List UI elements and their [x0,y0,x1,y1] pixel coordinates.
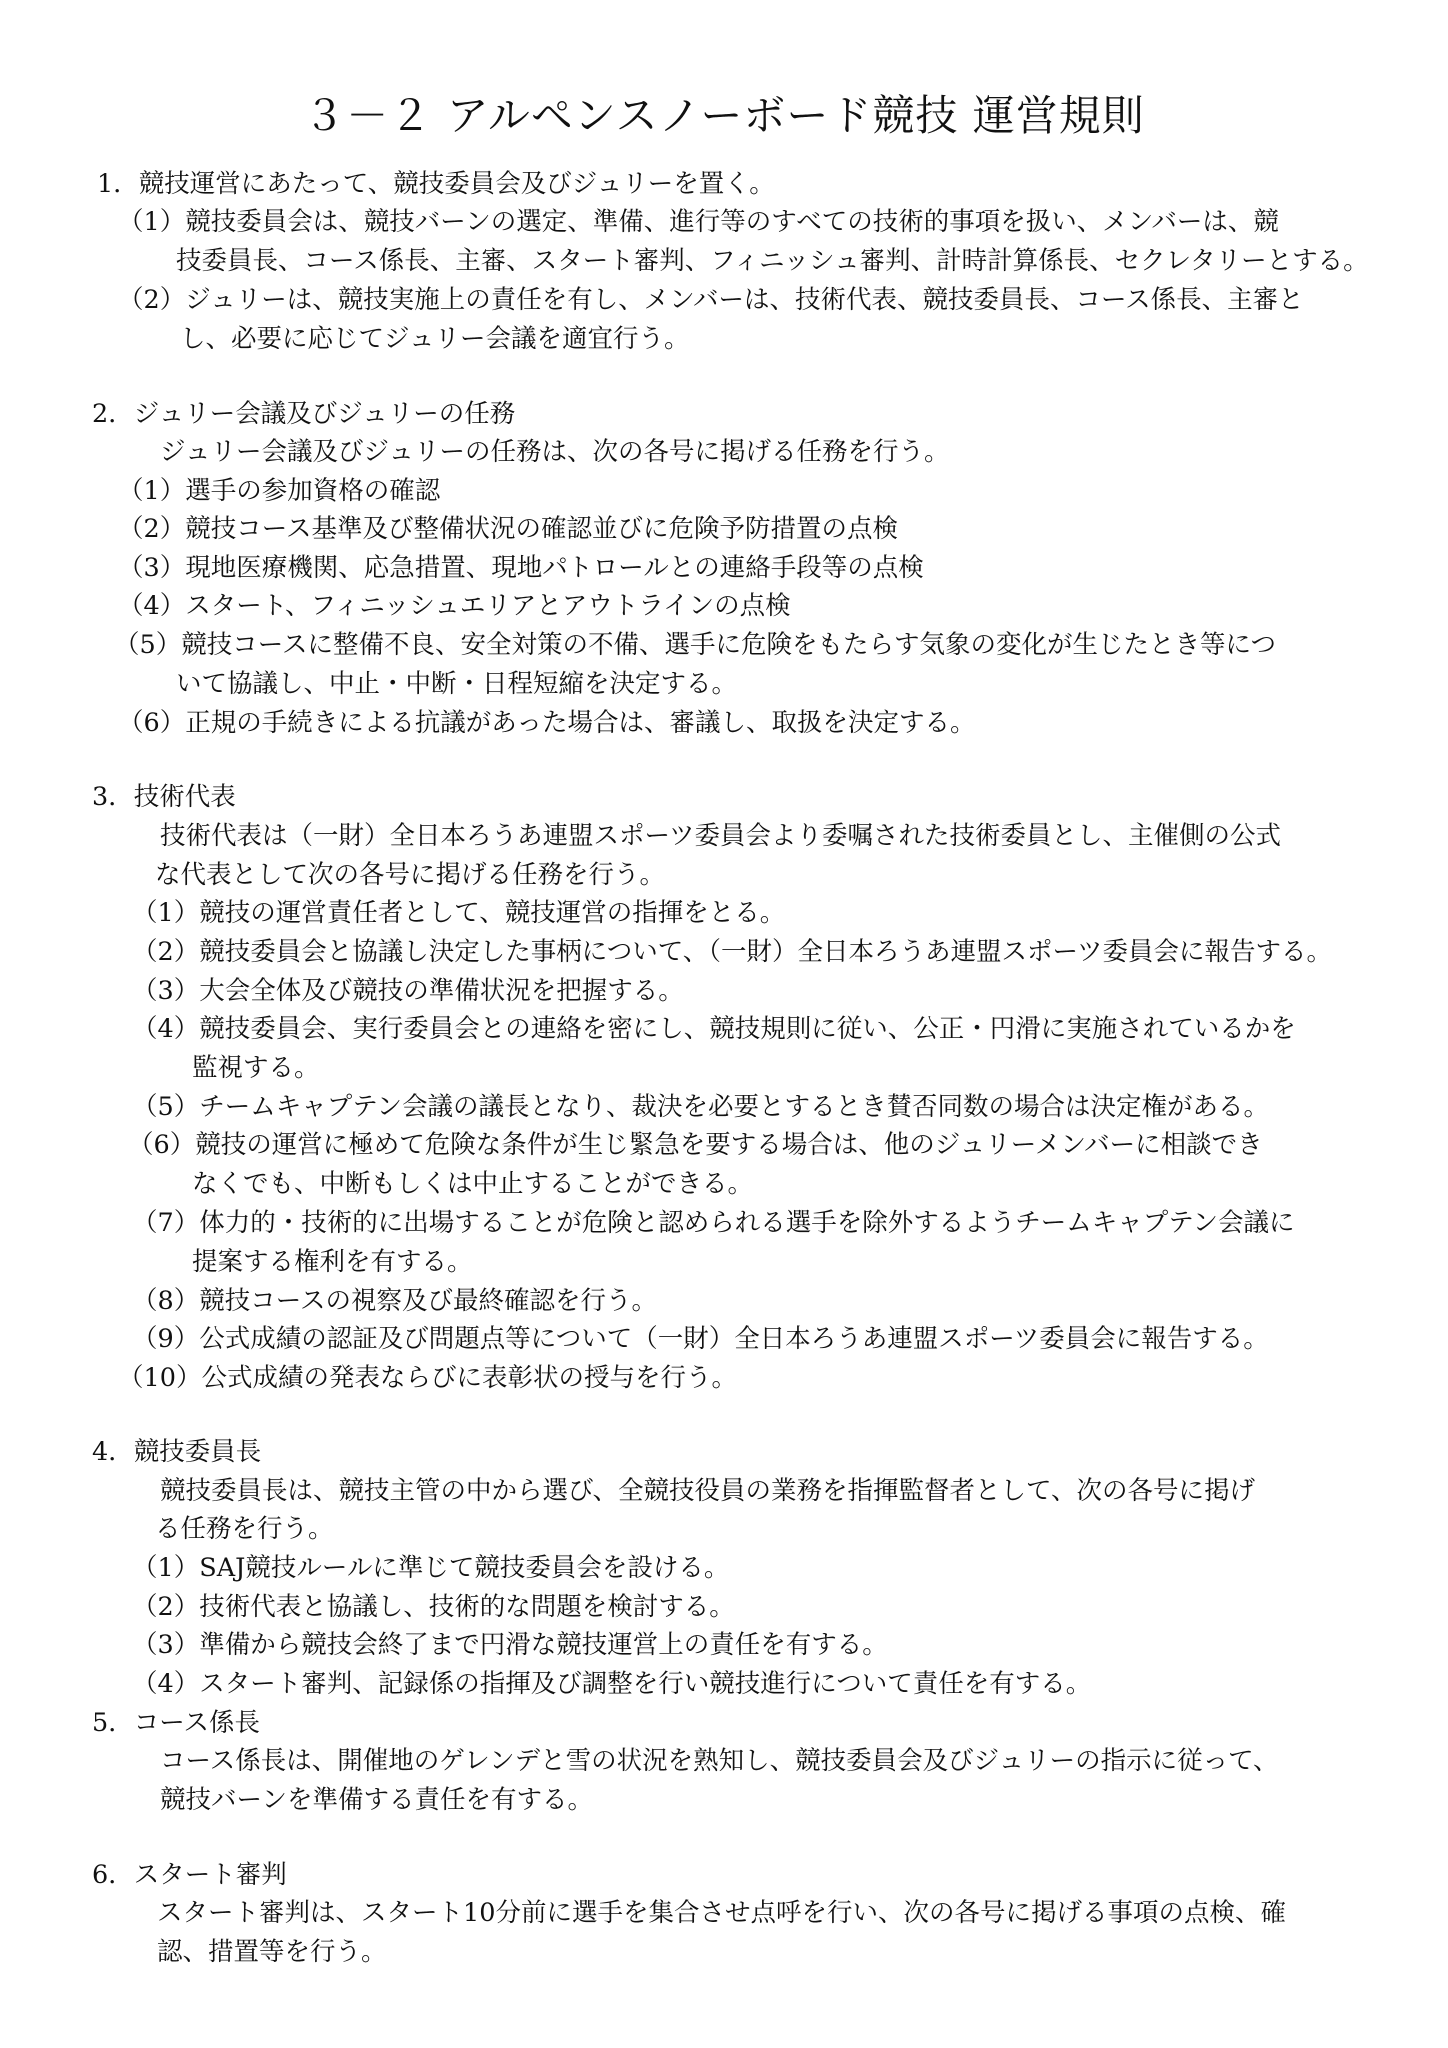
section-4-item-2 [132,1588,735,1627]
section-5-heading: 5．コース係長 [92,1708,260,1738]
section-3-item-5 [132,1088,1269,1127]
item-number: （2） [118,285,186,315]
item-text: 体力的・技術的に出場することが危険と認められる選手を除外するようチームキャプテン会議に [199,1208,1295,1238]
section-5-intro: コース係長は、開催地のゲレンデと雪の状況を熟知し、競技委員会及びジュリーの指示に従って、 [160,1746,1279,1776]
section-3-item-6-cont: なくでも、中断もしくは中止することができる。 [192,1169,754,1199]
section-2-intro: ジュリー会議及びジュリーの任務は、次の各号に掲げる任務を行う。 [160,437,950,467]
section-3-heading: 3．技術代表 [92,782,236,812]
section-1-item-2-cont: し、必要に応じてジュリー会議を適宜行う。 [180,324,690,354]
section-3-item-7-cont: 提案する権利を有する。 [192,1247,473,1277]
section-3-item-6 [128,1126,1263,1165]
section-2-item-3 [118,549,924,588]
item-text: 技術代表と協議し、技術的な問題を検討する。 [199,1592,735,1622]
section-3-item-4-cont: 監視する。 [192,1053,320,1083]
section-2-item-1 [118,472,440,511]
item-text: 現地医療機関、応急措置、現地パトロールとの連絡手段等の点検 [185,553,924,583]
item-number: （1） [118,476,186,506]
section-2-item-2 [118,510,898,549]
page-title: ３－２ アルペンスノーボード競技 運営規則 [303,91,1145,140]
section-1-item-2 [118,281,1304,320]
section-3-item-4 [132,1010,1296,1049]
item-number: （3） [132,976,200,1006]
item-number: （1） [118,207,186,237]
section-4-item-1 [132,1549,729,1588]
section-1-item-1 [118,203,1279,242]
item-text: 競技の運営に極めて危険な条件が生じ緊急を要する場合は、他のジュリーメンバーに相談でき [195,1130,1263,1160]
section-3-item-8 [132,1282,657,1321]
item-number: （8） [132,1286,200,1316]
section-3-intro: 技術代表は（一財）全日本ろうあ連盟スポーツ委員会より委嘱された技術委員とし、主催側の公式 [160,821,1281,851]
item-number: （1） [132,1553,200,1583]
item-text: 競技委員会と協議し決定した事柄について、（一財）全日本ろうあ連盟スポーツ委員会に報告する。 [199,937,1332,967]
item-text: 競技コースに整備不良、安全対策の不備、選手に危険をもたらす気象の変化が生じたとき等につ [181,630,1276,660]
section-3-intro-cont: な代表として次の各号に掲げる任務を行う。 [155,860,666,890]
item-number: （2） [118,514,186,544]
section-3-item-9 [132,1320,1269,1359]
section-4-intro: 競技委員長は、競技主管の中から選び、全競技役員の業務を指揮監督者として、次の各号に掲げ [160,1476,1255,1506]
item-number: （5） [114,630,182,660]
section-2-heading: 2．ジュリー会議及びジュリーの任務 [92,399,516,429]
item-text: 選手の参加資格の確認 [185,476,441,506]
section-4-item-4 [132,1665,1091,1704]
item-text: 正規の手続きによる抗議があった場合は、審議し、取扱を決定する。 [185,708,976,738]
item-number: （4） [118,591,186,621]
item-number: （4） [132,1669,200,1699]
item-number: （2） [132,1592,200,1622]
section-4-item-3 [132,1626,888,1665]
section-3-item-7 [132,1204,1294,1243]
item-text: スタート、フィニッシュエリアとアウトラインの点検 [185,591,791,621]
item-number: （3） [132,1630,200,1660]
item-text: スタート審判、記録係の指揮及び調整を行い競技進行について責任を有する。 [199,1669,1092,1699]
item-text: 公式成績の認証及び問題点等について（一財）全日本ろうあ連盟スポーツ委員会に報告する。 [199,1324,1269,1354]
item-text: 大会全体及び競技の準備状況を把握する。 [199,976,684,1006]
item-text: 競技の運営責任者として、競技運営の指揮をとる。 [199,898,786,928]
item-text: 準備から競技会終了まで円滑な競技運営上の責任を有する。 [199,1630,888,1660]
section-6-intro-cont: 認、措置等を行う。 [157,1937,387,1967]
item-number: （9） [132,1324,200,1354]
item-text: チームキャプテン会議の議長となり、裁決を必要とするとき賛否同数の場合は決定権がある。 [199,1092,1269,1122]
item-text: ジュリーは、競技実施上の責任を有し、メンバーは、技術代表、競技委員長、コース係長、主審と [185,285,1304,315]
item-number: （5） [132,1092,200,1122]
section-1-item-1-cont: 技委員長、コース係長、主審、スタート審判、フィニッシュ審判、計時計算係長、セクレタリーとする。 [176,246,1369,276]
section-4-intro-cont: る任務を行う。 [155,1514,334,1544]
item-number: （10） [118,1363,202,1393]
item-text: SAJ競技ルールに準じて競技委員会を設ける。 [199,1553,730,1583]
item-number: （2） [132,937,200,967]
section-3-item-2 [132,933,1332,972]
item-text: 競技コースの視察及び最終確認を行う。 [199,1286,657,1316]
section-1-heading: 1．競技運営にあたって、競技委員会及びジュリーを置く。 [97,169,775,199]
item-text: 競技委員会は、競技バーンの選定、準備、進行等のすべての技術的事項を扱い、メンバーは、競 [185,207,1279,237]
section-6-intro: スタート審判は、スタート10分前に選手を集合させ点呼を行い、次の各号に掲げる事項の点検、確 [157,1898,1286,1928]
section-2-item-4 [118,587,791,626]
item-number: （3） [118,553,186,583]
item-number: （6） [118,708,186,738]
section-6-heading: 6．スタート審判 [92,1860,287,1890]
section-2-item-5 [114,626,1276,665]
section-2-item-5-cont: いて協議し、中止・中断・日程短縮を決定する。 [176,669,738,699]
item-text: 競技コース基準及び整備状況の確認並びに危険予防措置の点検 [185,514,898,544]
section-5-intro-cont: 競技バーンを準備する責任を有する。 [160,1785,593,1815]
item-text: 競技委員会、実行委員会との連絡を密にし、競技規則に従い、公正・円滑に実施されているかを [199,1014,1296,1044]
item-number: （4） [132,1014,200,1044]
item-number: （7） [132,1208,200,1238]
section-3-item-1 [132,894,785,933]
item-number: （6） [128,1130,196,1160]
item-text: 公式成績の発表ならびに表彰状の授与を行う。 [201,1363,737,1393]
item-number: （1） [132,898,200,928]
section-3-item-10 [118,1359,737,1398]
section-3-item-3 [132,972,684,1011]
section-2-item-6 [118,704,975,743]
section-4-heading: 4．競技委員長 [92,1437,262,1467]
